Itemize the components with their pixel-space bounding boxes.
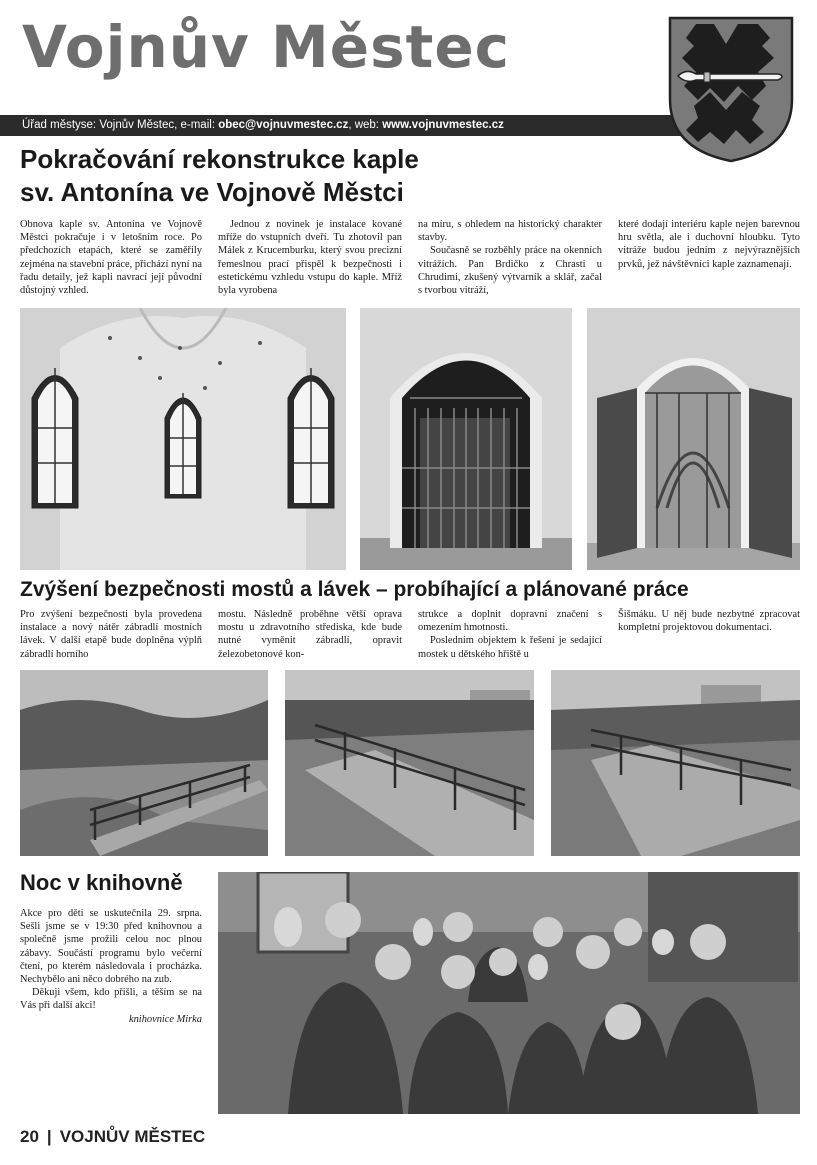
article3-column: [20, 907, 202, 1047]
footer-separator: |: [46, 1127, 52, 1146]
email-link[interactable]: obec@vojnuvmestec.cz: [218, 119, 349, 131]
article2-column-3: [418, 608, 602, 663]
article2-column-1: [20, 608, 202, 663]
web-prefix: , web:: [348, 119, 383, 131]
article2-col4-text: Šišmáku. U něj bude nezbytné zpracovat kompletní projektovou dokumentaci.: [618, 609, 800, 634]
article2-col3-text-b: Posledním objektem k řešení je sedající mostek u dětského hřiště u: [418, 635, 602, 660]
article2-column-4: [618, 608, 800, 663]
chapel-gate-photo: [360, 308, 572, 570]
article3-signature: knihovnice Mirka: [129, 1013, 202, 1025]
contact-prefix: Úřad městyse: Vojnův Městec, e-mail:: [22, 119, 219, 131]
article3-paragraph-2: Děkuji všem, kdo přišli, a těším se na Vás při další akci!: [20, 987, 202, 1012]
footbridge-photo-3: [551, 670, 800, 856]
article1-col3-text-a: na míru, s ohledem na historický charakter stavby.: [418, 219, 602, 244]
library-night-group-photo: [218, 872, 800, 1114]
article2-headline: Zvýšení bezpečnosti mostů a lávek – probíhající a plánované práce: [20, 578, 689, 601]
page-footer: [20, 1127, 205, 1147]
article2-col1-text: Pro zvýšení bezpečnosti byla provedena instalace a nový nátěr zábradlí mostních lávek. V další etapě bude doplněna výplň zábradlí horního: [20, 609, 202, 660]
article2-column-2: [218, 608, 402, 663]
chapel-windows-photo: [20, 308, 346, 570]
contact-bar: [0, 115, 700, 136]
footbridge-photo-2: [285, 670, 534, 856]
article1-headline-line2: sv. Antonína ve Vojnově Městci: [20, 177, 404, 207]
article3-headline: Noc v knihovně: [20, 870, 183, 895]
article1-col2-text: Jednou z novinek je instalace kované mříže do vstupních dveří. Tu zhotovil pan Málek z Krucemburku, který svou precizní řemeslnou prací přispěl k bezpečnosti i estetickému vzhledu vstupu do kaple. Mříž byla vyrobena: [218, 219, 402, 297]
publication-name: VOJNŮV MĚSTEC: [59, 1127, 206, 1146]
article1-col3-text-b: Současně se rozběhly práce na okenních vitrážích. Pan Brdičko z Chrasti u Chrudimi, zkušený výtvarník a sklář, začal s tvorbou vitráží,: [418, 245, 602, 297]
article1-col4-text: které dodají interiéru kaple nejen barevnou hru světla, ale i duchovní hloubku. Tyto vitráže budou jedním z nejvýraznějších prvků, jež návštěvníci kaple zaznamenají.: [618, 219, 800, 270]
article1-column-4: [618, 218, 800, 298]
article2-col3-text-a: strukce a doplnit dopravní značení s omezením hmotnosti.: [418, 609, 602, 634]
article1-col1-text: Obnova kaple sv. Antonína ve Vojnově Městci pokračuje i v letošním roce. Po předchozích etapách, které se zaměřily zejména na stavební práce, přichází nyní na řadu detaily, jež kapli navrací její původní důstojný vzhled.: [20, 219, 202, 297]
web-link[interactable]: www.vojnuvmestec.cz: [382, 119, 504, 131]
masthead-title: Vojnův Městec: [22, 13, 511, 81]
chapel-open-gate-photo: [587, 308, 800, 570]
article1-headline-line1: Pokračování rekonstrukce kaple: [20, 144, 419, 174]
article1-column-3: [418, 218, 602, 298]
article1-headline: [20, 143, 660, 209]
article3-paragraph-1: Akce pro děti se uskutečnila 29. srpna. Sešli jsme se v 19:30 před knihovnou a společně jsme prožili celou noc plnou zábavy. Součástí programu bylo večerní čtení, po kterém následovala i procházka. Nechybělo ani něco dobrého na zub.: [20, 908, 202, 986]
page-number: 20: [20, 1127, 39, 1146]
article1-column-2: [218, 218, 402, 298]
footbridge-photo-1: [20, 670, 268, 856]
article1-column-1: [20, 218, 202, 298]
coat-of-arms-icon: [666, 14, 796, 164]
article2-col2-text: mostu. Následně proběhne větší oprava mostu u zdravotního střediska, kde bude nutné vyměnit zábradlí, opravit železobetonové kon-: [218, 609, 402, 660]
